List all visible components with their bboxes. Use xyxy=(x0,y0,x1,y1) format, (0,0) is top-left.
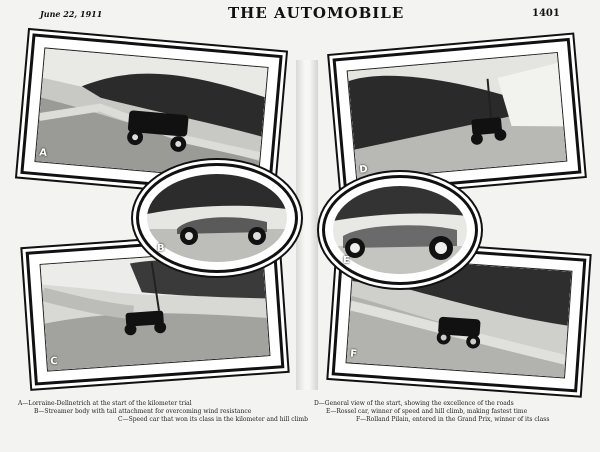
caption-a: A—Lorraine-Dellnetrich at the start of the kilometer trial xyxy=(18,400,192,407)
photo-f-label: F xyxy=(349,348,358,360)
captions-right xyxy=(314,400,549,424)
photo-d xyxy=(347,52,568,180)
issue-date: June 22, 1911 xyxy=(40,9,103,19)
photo-b-label: B xyxy=(157,243,165,254)
caption-e: E—Rossel car, winner of speed and hill climb, making fastest time xyxy=(326,408,528,415)
photo-d-frame xyxy=(333,38,582,194)
photo-a xyxy=(34,47,268,181)
caption-c: C—Speed car that won its class in the kilometer and hill climb xyxy=(118,416,308,423)
caption-f: F—Rolland Pilain, entered in the Grand Prix, winner of its class xyxy=(356,416,550,423)
page-number: 1401 xyxy=(532,8,560,19)
photo-b-frame xyxy=(136,163,298,273)
photo-d-label: D xyxy=(358,164,369,176)
photo-e xyxy=(333,186,467,274)
caption-b: B—Streamer body with tail attachment for overcoming wind resistance xyxy=(34,408,252,415)
page-title: THE AUTOMOBILE xyxy=(228,4,405,22)
photo-c-label: C xyxy=(49,355,59,368)
caption-d: D—General view of the start, showing the excellence of the roads xyxy=(314,400,514,407)
page-gutter xyxy=(296,60,318,390)
photo-a-label: A xyxy=(38,147,48,160)
photo-e-frame xyxy=(322,175,478,285)
captions-left xyxy=(18,400,308,424)
photo-b xyxy=(147,174,287,262)
photo-e-label: E xyxy=(343,255,350,266)
